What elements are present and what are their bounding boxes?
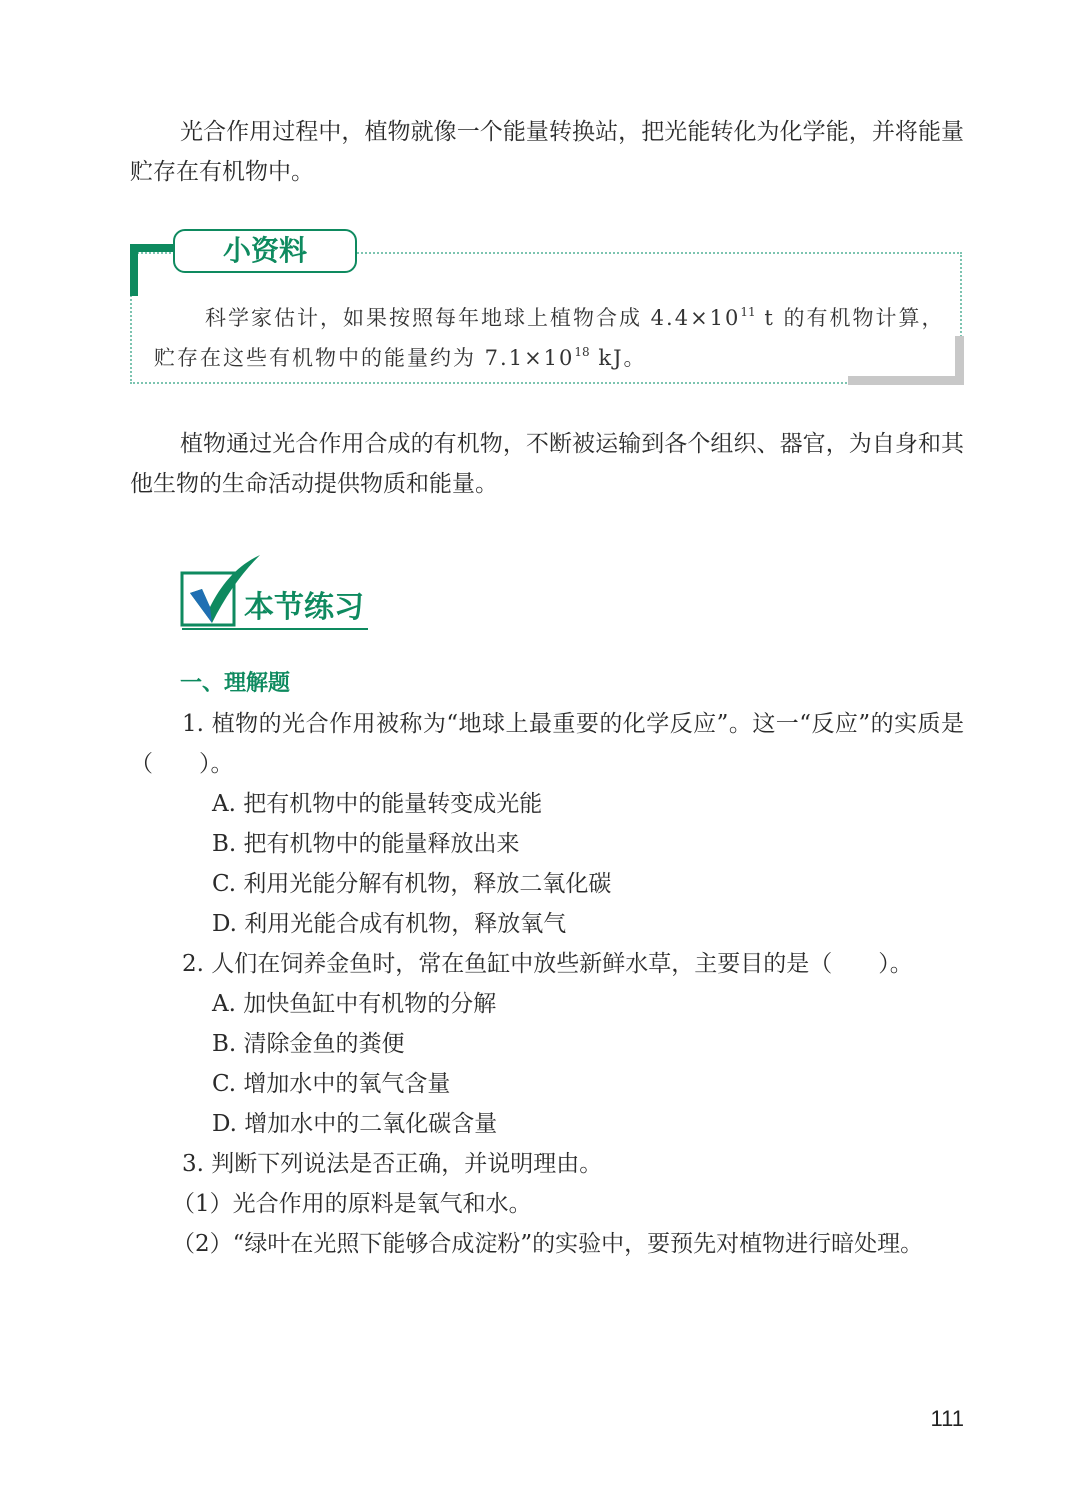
section-title: 一、理解题 bbox=[180, 671, 291, 696]
info-box-title: 小资料 bbox=[173, 229, 357, 273]
q1-option-c: C. 利用光能分解有机物，释放二氧化碳 bbox=[212, 871, 612, 897]
q2-option-a: A. 加快鱼缸中有机物的分解 bbox=[212, 991, 497, 1017]
page-number: 111 bbox=[930, 1406, 964, 1431]
info-box-line-2: 贮存在这些有机物中的能量约为 $7.1\times 10^{18}$ kJ。 bbox=[154, 345, 647, 370]
question-2: 2. 人们在饲养金鱼时，常在鱼缸中放些新鲜水草，主要目的是（ ）。 bbox=[182, 951, 913, 977]
q2-option-b: B. 清除金鱼的粪便 bbox=[212, 1031, 405, 1057]
info-box-line-1: 科学家估计，如果按照每年地球上植物合成 $4.4\times 10^{11}$ t 的有机物计算， bbox=[205, 305, 945, 330]
intro-paragraph: 光合作用过程中，植物就像一个能量转换站，把光能转化为化学能，并将能量贮存在有机物中。 bbox=[130, 119, 964, 185]
q1-option-b: B. 把有机物中的能量释放出来 bbox=[212, 831, 520, 857]
q2-option-d: D. 增加水中的二氧化碳含量 bbox=[212, 1111, 498, 1137]
q3-item-1: （1）光合作用的原料是氧气和水。 bbox=[172, 1191, 532, 1217]
question-3: 3. 判断下列说法是否正确，并说明理由。 bbox=[182, 1151, 603, 1177]
exercise-title: 本节练习 bbox=[244, 590, 364, 625]
info-box-shadow bbox=[848, 376, 964, 385]
question-1: 1. 植物的光合作用被称为“地球上最重要的化学反应”。这一“反应”的实质是（ ）。 bbox=[130, 711, 964, 777]
q2-option-c: C. 增加水中的氧气含量 bbox=[212, 1071, 451, 1097]
q1-option-d: D. 利用光能合成有机物，释放氧气 bbox=[212, 911, 567, 937]
q3-item-2: （2）“绿叶在光照下能够合成淀粉”的实验中，要预先对植物进行暗处理。 bbox=[172, 1231, 924, 1257]
body-paragraph: 植物通过光合作用合成的有机物，不断被运输到各个组织、器官，为自身和其他生物的生命活动提供物质和能量。 bbox=[130, 431, 964, 497]
exercise-title-underline bbox=[182, 628, 368, 630]
q1-option-a: A. 把有机物中的能量转变成光能 bbox=[212, 791, 543, 817]
